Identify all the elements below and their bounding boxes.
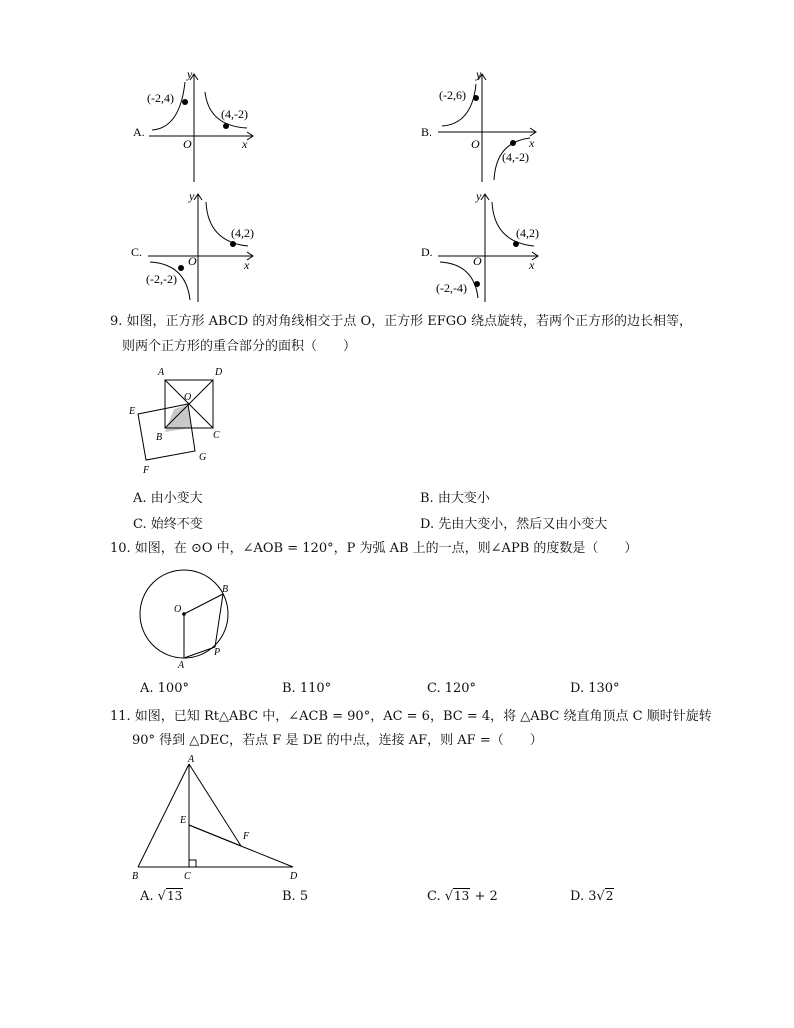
- q9-stem-line-2: 则两个正方形的重合部分的面积（ ）: [122, 339, 357, 354]
- q11-stem-line-2: 90° 得到 △DEC，若点 F 是 DE 的中点，连接 AF，则 AF =（ ）: [132, 733, 543, 748]
- q11-option-d[interactable]: [570, 889, 614, 904]
- graph-c-y-label: y: [189, 190, 195, 203]
- graph-a-x-label: x: [242, 137, 248, 151]
- q10-option-c[interactable]: C. 120°: [427, 681, 477, 696]
- graph-b-origin: O: [471, 137, 480, 151]
- graph-b-x-label: x: [529, 136, 535, 150]
- q9-label-b: B: [156, 432, 163, 443]
- q11-option-c-radicand: 13: [454, 889, 470, 903]
- q11-label-a: A: [188, 754, 195, 765]
- graph-d-x-label: x: [529, 258, 535, 272]
- graph-a-origin: O: [183, 137, 192, 151]
- graph-d-origin: O: [473, 254, 482, 268]
- graph-d-y-label: y: [476, 190, 482, 203]
- graph-b: [418, 68, 548, 183]
- graph-c-point-2-label: (-2,-2): [146, 272, 177, 286]
- q10-label-o: O: [174, 604, 182, 615]
- graph-b-point-1-label: (-2,6): [439, 88, 466, 102]
- graph-b-point-2: [510, 140, 516, 146]
- graph-a-letter: A.: [133, 125, 145, 139]
- graph-d-point-1: [513, 241, 519, 247]
- graph-d: [418, 190, 553, 305]
- graph-d-letter: D.: [421, 245, 433, 259]
- q11-option-a[interactable]: [140, 889, 183, 904]
- graph-a: [125, 68, 265, 183]
- graph-c-point-1: [230, 241, 236, 247]
- q10-option-b[interactable]: B. 110°: [282, 681, 332, 696]
- q10-label-p: P: [214, 647, 221, 658]
- q11-label-d: D: [290, 871, 298, 882]
- q10-option-a[interactable]: A. 100°: [140, 681, 189, 696]
- q10-figure: [130, 568, 245, 673]
- q11-option-c-suffix: + 2: [470, 889, 498, 904]
- q10-label-b: B: [222, 584, 229, 595]
- graph-a-point-2-label: (4,-2): [221, 107, 248, 121]
- q9-option-b[interactable]: B. 由大变小: [420, 491, 490, 506]
- graph-a-point-1: [182, 99, 188, 105]
- q9-label-d: D: [215, 367, 223, 378]
- graph-b-y-label: y: [476, 68, 482, 81]
- graph-d-point-1-label: (4,2): [516, 226, 539, 240]
- graph-a-point-1-label: (-2,4): [147, 91, 174, 105]
- q10-stem-line-1: 10. 如图，在 ⊙O 中，∠AOB = 120°，P 为弧 AB 上的一点，则∠APB 的度数是（ ）: [110, 541, 638, 556]
- q9-stem-line-1: 9. 如图，正方形 ABCD 的对角线相交于点 O，正方形 EFGO 绕点旋转，若两个正方形的边长相等，: [110, 314, 692, 329]
- q11-option-d-prefix: D. 3: [570, 889, 597, 904]
- q11-option-c-prefix: C.: [427, 889, 445, 904]
- q9-label-g: G: [199, 452, 207, 463]
- graph-c-origin: O: [188, 254, 197, 268]
- q10-option-d[interactable]: D. 130°: [570, 681, 620, 696]
- q9-option-d[interactable]: D. 先由大变小，然后又由小变大: [420, 517, 608, 532]
- graph-c-x-label: x: [244, 258, 250, 272]
- q11-option-b[interactable]: [282, 889, 308, 904]
- graph-c: [128, 190, 263, 305]
- q11-label-c: C: [184, 871, 191, 882]
- q9-figure: [125, 362, 235, 482]
- graph-d-point-2: [474, 281, 480, 287]
- graph-c-point-2: [178, 265, 184, 271]
- q9-label-e: E: [129, 406, 136, 417]
- q11-label-f: F: [243, 831, 250, 842]
- q11-label-b: B: [132, 871, 139, 882]
- graph-b-point-1: [473, 95, 479, 101]
- sqrt-symbol: √: [157, 889, 166, 904]
- graph-d-point-2-label: (-2,-4): [436, 281, 467, 295]
- q11-option-a-radicand: 13: [166, 889, 183, 903]
- q9-label-f: F: [143, 465, 150, 476]
- q11-figure: [125, 752, 310, 884]
- q9-label-o: O: [184, 392, 192, 403]
- q10-label-a: A: [178, 660, 185, 671]
- graph-b-letter: B.: [421, 125, 433, 139]
- q11-stem-line-1: 11. 如图，已知 Rt△ABC 中，∠ACB = 90°，AC = 6，BC = 4，将 △ABC 绕直角顶点 C 顺时针旋转: [110, 709, 712, 724]
- q11-label-e: E: [180, 815, 187, 826]
- q9-label-a: A: [158, 367, 165, 378]
- q9-option-a[interactable]: A. 由小变大: [133, 491, 203, 506]
- graph-c-point-1-label: (4,2): [231, 226, 254, 240]
- q11-option-c[interactable]: [427, 889, 498, 904]
- graph-b-point-2-label: (4,-2): [502, 150, 529, 164]
- q9-option-c[interactable]: C. 始终不变: [133, 517, 203, 532]
- q9-label-c: C: [213, 430, 220, 441]
- q11-option-d-radicand: 2: [605, 889, 614, 903]
- q11-option-b-text: B. 5: [282, 889, 309, 904]
- graph-a-point-2: [223, 123, 229, 129]
- q11-option-a-prefix: A.: [140, 889, 158, 904]
- sqrt-symbol: √: [596, 889, 605, 904]
- sqrt-symbol: √: [444, 889, 454, 904]
- graph-c-letter: C.: [131, 245, 143, 259]
- graph-a-y-label: y: [187, 68, 193, 81]
